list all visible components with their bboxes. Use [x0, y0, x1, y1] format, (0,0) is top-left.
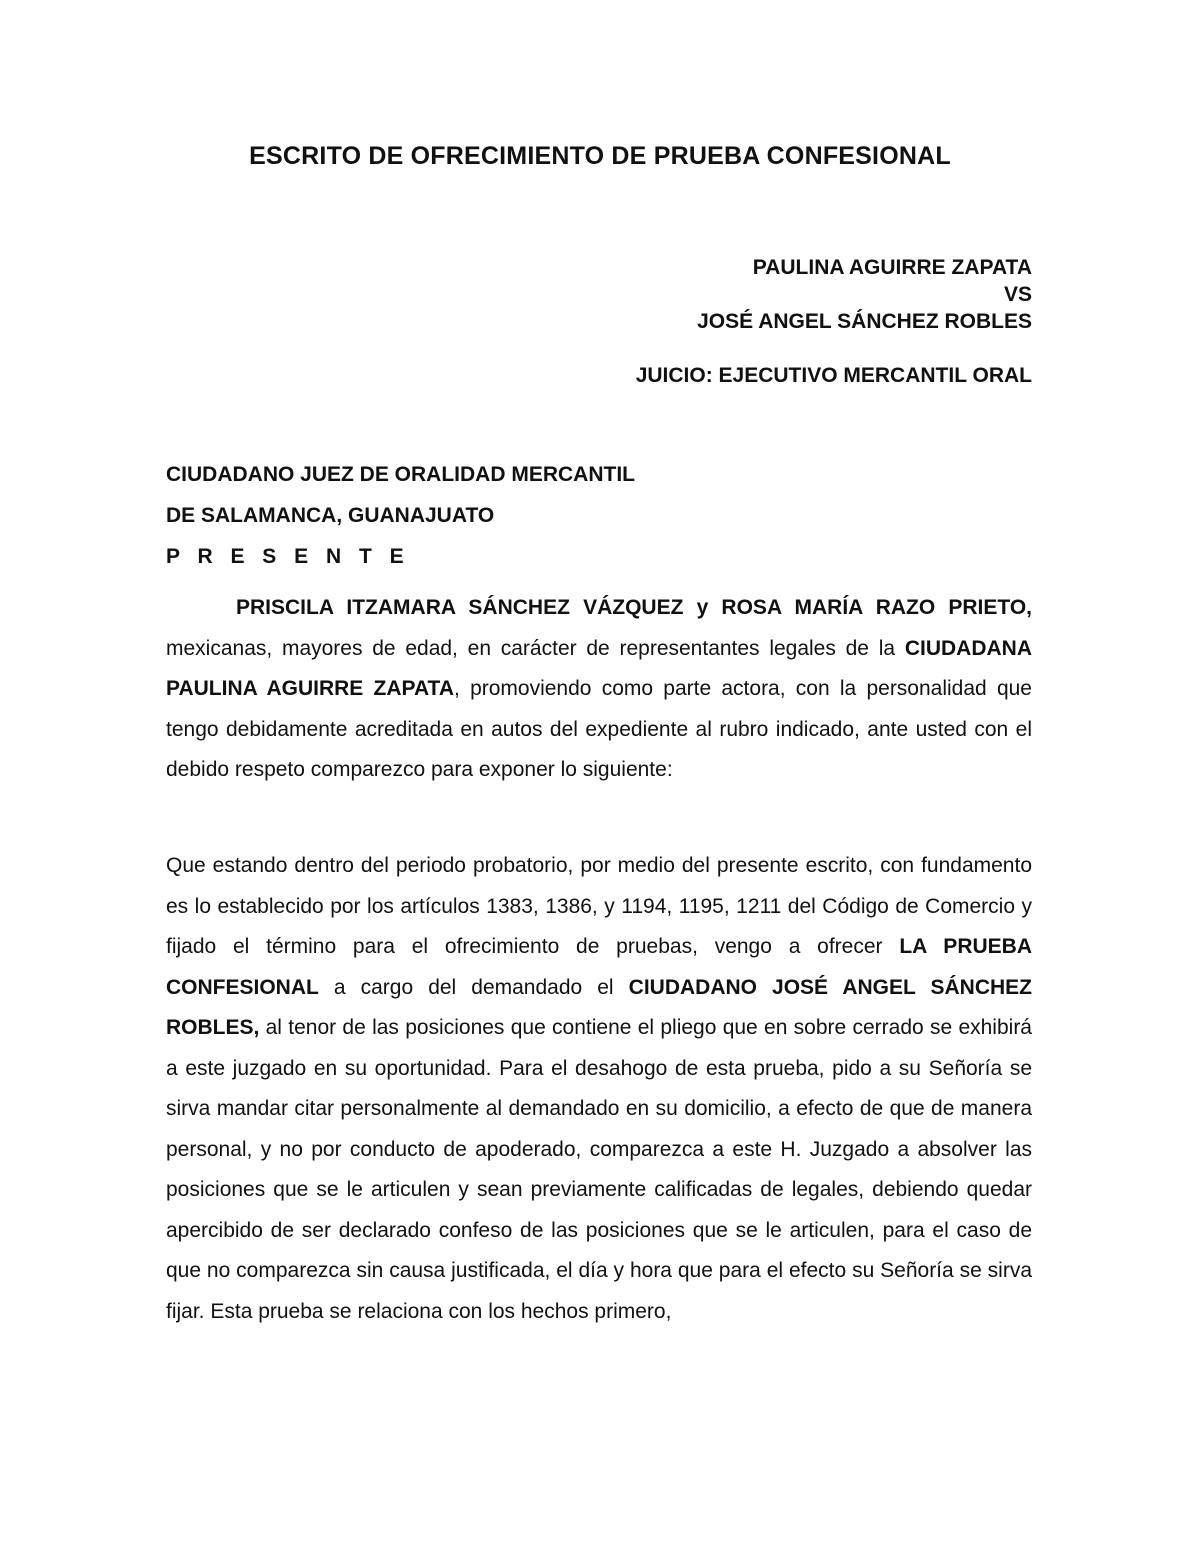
offer-text-1: Que estando dentro del periodo probatorio, por medio del presente escrito, con fundamento es lo establecido por los artículos 1383, 1386, y 1194, 1195, 1211 del Código de Comercio y fijado el término para el ofrecimiento de pruebas, vengo a ofrecer [166, 854, 1032, 958]
client-name: CIUDADANA PAULINA AGUIRRE ZAPATA [166, 636, 1032, 700]
defendant-citizen-name: CIUDADANO JOSÉ ANGEL SÁNCHEZ ROBLES, [166, 975, 1033, 1039]
document-title: ESCRITO DE OFRECIMIENTO DE PRUEBA CONFESIONAL [249, 142, 951, 170]
addressee-line-1: CIUDADANO JUEZ DE ORALIDAD MERCANTIL [166, 463, 635, 486]
addressee-presente: P R E S E N T E [166, 545, 410, 568]
offer-text-3: al tenor de las posiciones que contiene el pliego que en sobre cerrado se exhibirá a este juzgado en su oportunidad. Para el desahogo de esta prueba, pido a su Señoría se sirva mandar citar personalmente al demandado en su domicilio, a efecto de que de manera personal, y no por conducto de apoderado, comparezca a este H. Juzgado a absolver las posiciones que se le articulen y sean previamente calificadas de legales, debiendo quedar apercibido de ser declarado confeso de las posiciones que se le articulen, para el caso de que no comparezca sin causa justificada, el día y hora que para el efecto su Señoría se sirva fijar. Esta prueba se relaciona con los hechos primero, [166, 1016, 1032, 1323]
offer-text-2: a cargo del demandado el [318, 975, 629, 999]
trial-type: JUICIO: EJECUTIVO MERCANTIL ORAL [635, 364, 1032, 387]
addressee-block [166, 454, 635, 577]
plaintiff-name: PAULINA AGUIRRE ZAPATA [752, 256, 1032, 279]
introduction-paragraph [166, 588, 1032, 791]
versus-label: VS [1003, 283, 1032, 306]
case-parties [697, 254, 1032, 335]
intro-text-2: , promoviendo como parte actora, con la personalidad que tengo debidamente acreditada en autos del expediente al rubro indicado, ante usted con el debido respeto comparezco para exponer lo siguiente: [166, 677, 1032, 781]
addressee-line-2: DE SALAMANCA, GUANAJUATO [166, 504, 495, 527]
defendant-name: JOSÉ ANGEL SÁNCHEZ ROBLES [697, 310, 1032, 333]
representatives-names: PRISCILA ITZAMARA SÁNCHEZ VÁZQUEZ y ROSA MARÍA RAZO PRIETO, [236, 596, 1032, 619]
offer-paragraph [166, 846, 1032, 1332]
intro-text-1: mexicanas, mayores de edad, en carácter de representantes legales de la [166, 636, 905, 660]
proof-name: LA PRUEBA CONFESIONAL [166, 935, 1032, 999]
